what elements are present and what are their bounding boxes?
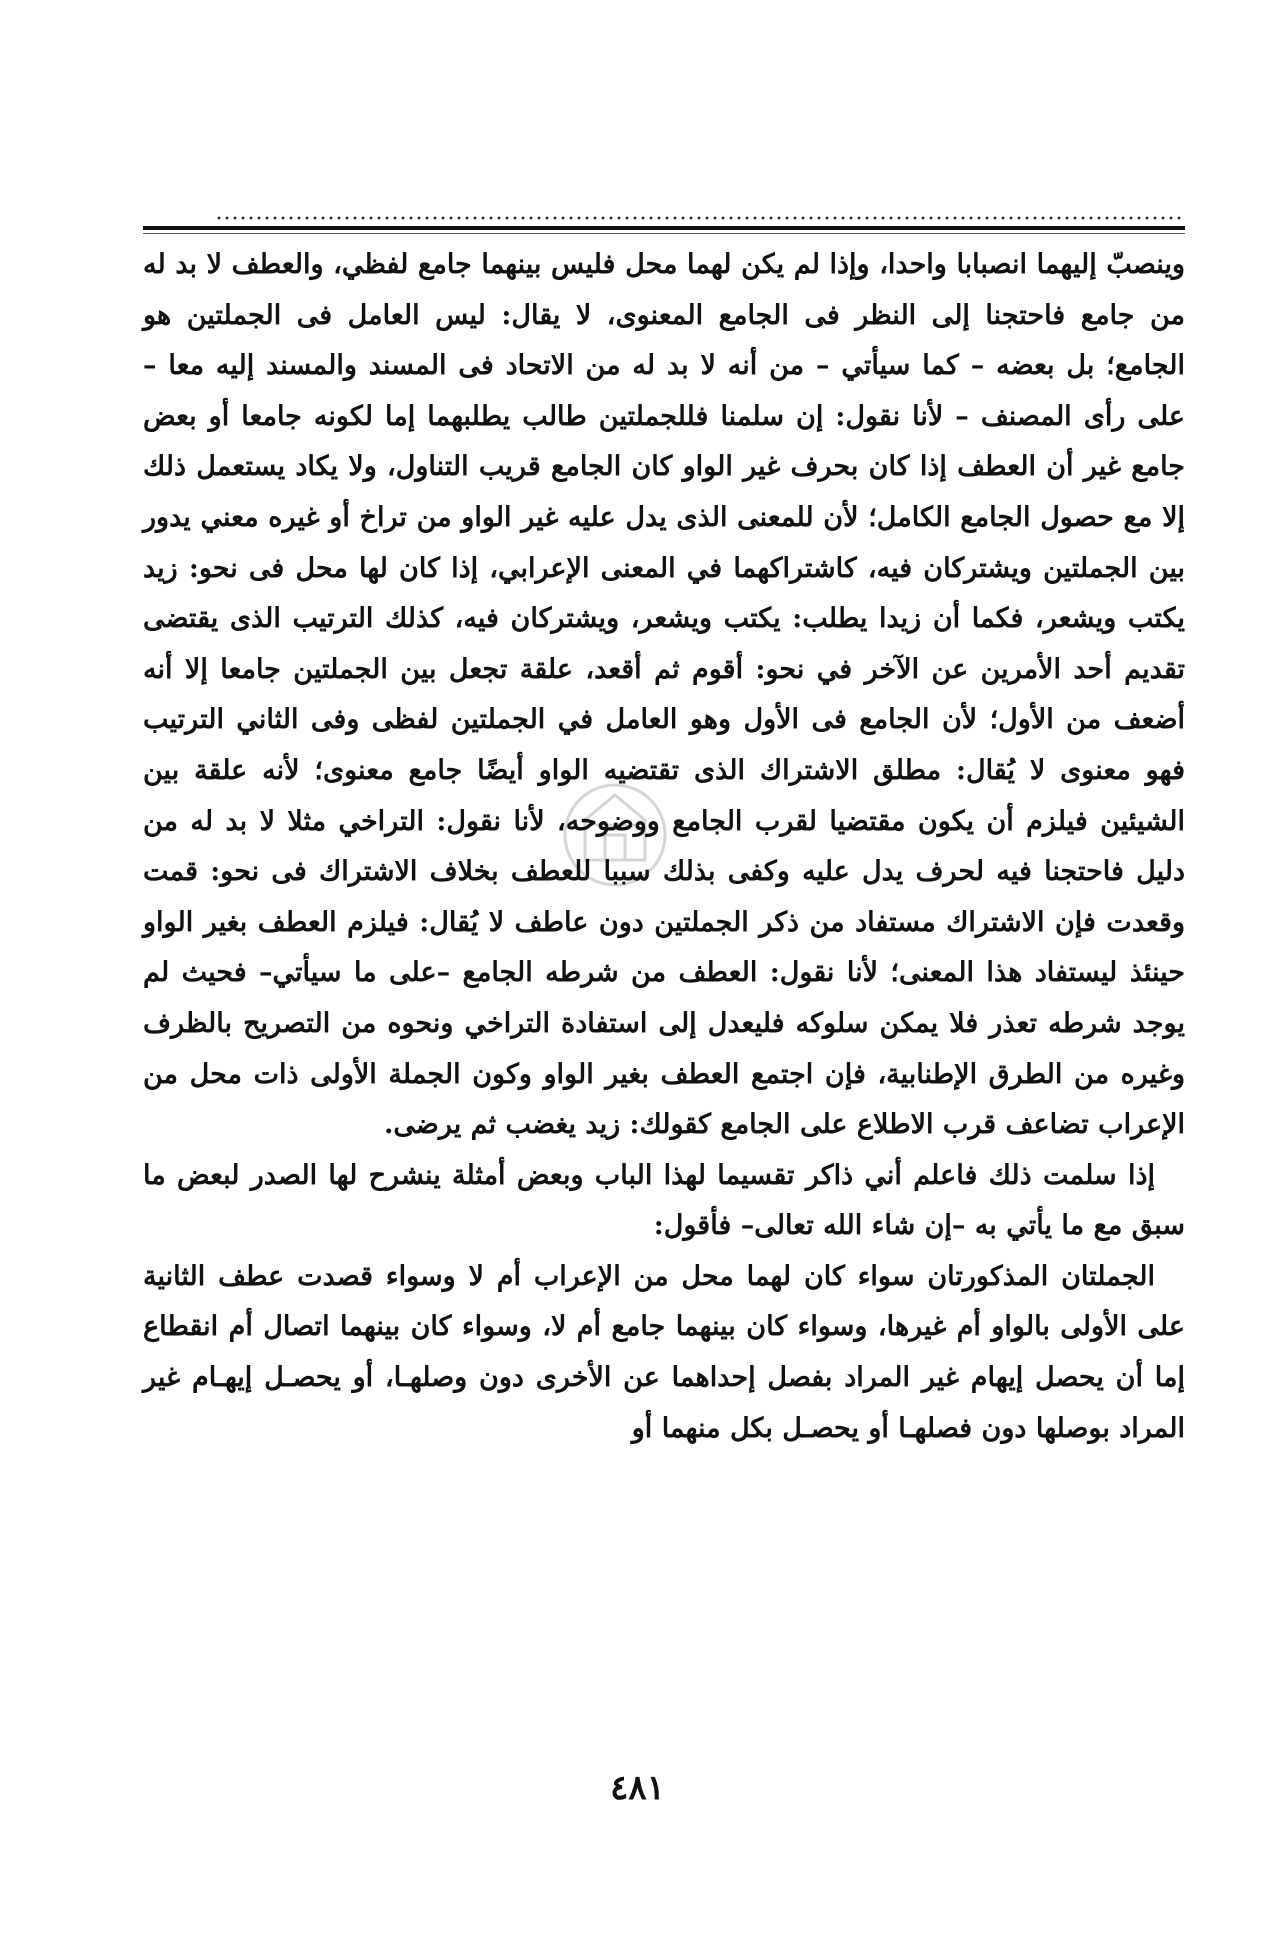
page-number: ٤٨١	[610, 1768, 665, 1808]
library-seal-icon	[560, 780, 670, 890]
header-rule	[143, 226, 1185, 230]
paragraph-2: إذا سلمت ذلك فاعلم أني ذاكر تقسيما لهذا الباب وبعض أمثلة ينشرح لها الصدر لبعض ما سبق مع ما يأتي به –إن شاء الله تعالى– فأقول:	[143, 1159, 1185, 1242]
paragraph-1: وينصبّ إليهما انصبابا واحدا، وإذا لم يكن لهما محل فليس بينهما جامع لفظي، والعطف لا بد له من جامع فاحتجنا إلى النظر فى الجامع المعنوى، لا يقال: ليس العامل فى الجملتين هو الجامع؛ بل بعضه – كما سيأتي – من أنه لا بد له من الاتحاد فى المسند والمسند إليه معا – على رأى المصنف – لأنا نقول: إن سلمنا فللجملتين طالب يطلبهما إما لكونه جامعا أو بعض جامع غير أن العطف إذا كان بحرف غير الواو كان الجامع قريب التناول، ولا يكاد يستعمل ذلك إلا مع حصول الجامع الكامل؛ لأن للمعنى الذى يدل عليه غير الواو من تراخ أو غيره معني يدور بين الجملتين ويشتركان فيه، كاشتراكهما في المعنى الإعرابي، إذا كان لها محل فى نحو: زيد يكتب ويشعر، فكما أن زيدا يطلب: يكتب ويشعر، ويشتركان فيه، كذلك الترتيب الذى يقتضى تقديم أحد الأمرين عن الآخر في نحو: أقوم ثم أقعد، علقة تجعل بين الجملتين جامعا إلا أنه أضعف من الأول؛ لأن الجامع فى الأول وهو العامل في الجملتين لفظى وفى الثاني الترتيب فهو معنوى لا يُقال: مطلق الاشتراك الذى تقتضيه الواو أيضًا جامع معنوى؛ لأنه علقة بين الشيئين فيلزم أن يكون مقتضيا لقرب الجامع ووضوحه، لأنا نقول: التراخي مثلا لا بد له من دليل فاحتجنا فيه لحرف يدل عليه وكفى بذلك سببا للعطف بخلاف الاشتراك فى نحو: قمت وقعدت فإن الاشتراك مستفاد من ذكر الجملتين دون عاطف لا يُقال: فيلزم العطف بغير الواو حينئذ ليستفاد هذا المعنى؛ لأنا نقول: العطف من شرطه الجامع –على ما سيأتي– فحيث لم يوجد شرطه تعذر فلا يمكن سلوكه فليعدل إلى استفادة التراخي ونحوه من التصريح بالظرف وغيره من الطرق الإطنابية، فإن اجتمع العطف بغير الواو وكون الجملة الأولى ذات محل من الإعراب تضاعف قرب الاطلاع على الجامع كقولك: زيد يغضب ثم يرضى.	[143, 249, 1185, 1141]
paragraph-3: الجملتان المذكورتان سواء كان لهما محل من الإعراب أم لا وسواء قصدت عطف الثانية على الأولى بالواو أم غيرها، وسواء كان بينهما جامع أم لا، وسواء كان بينهما اتصال أم انقطاع إما أن يحصل إيهام غير المراد بفصل إحداهما عن الأخرى دون وصلهـا، أو يحصـل إيهـام غير المراد بوصلها دون فصلهـا أو يحصـل بكل منهما أو	[143, 1260, 1185, 1444]
header-rule-thin	[143, 233, 1185, 234]
header-dotted-line	[215, 216, 1185, 220]
